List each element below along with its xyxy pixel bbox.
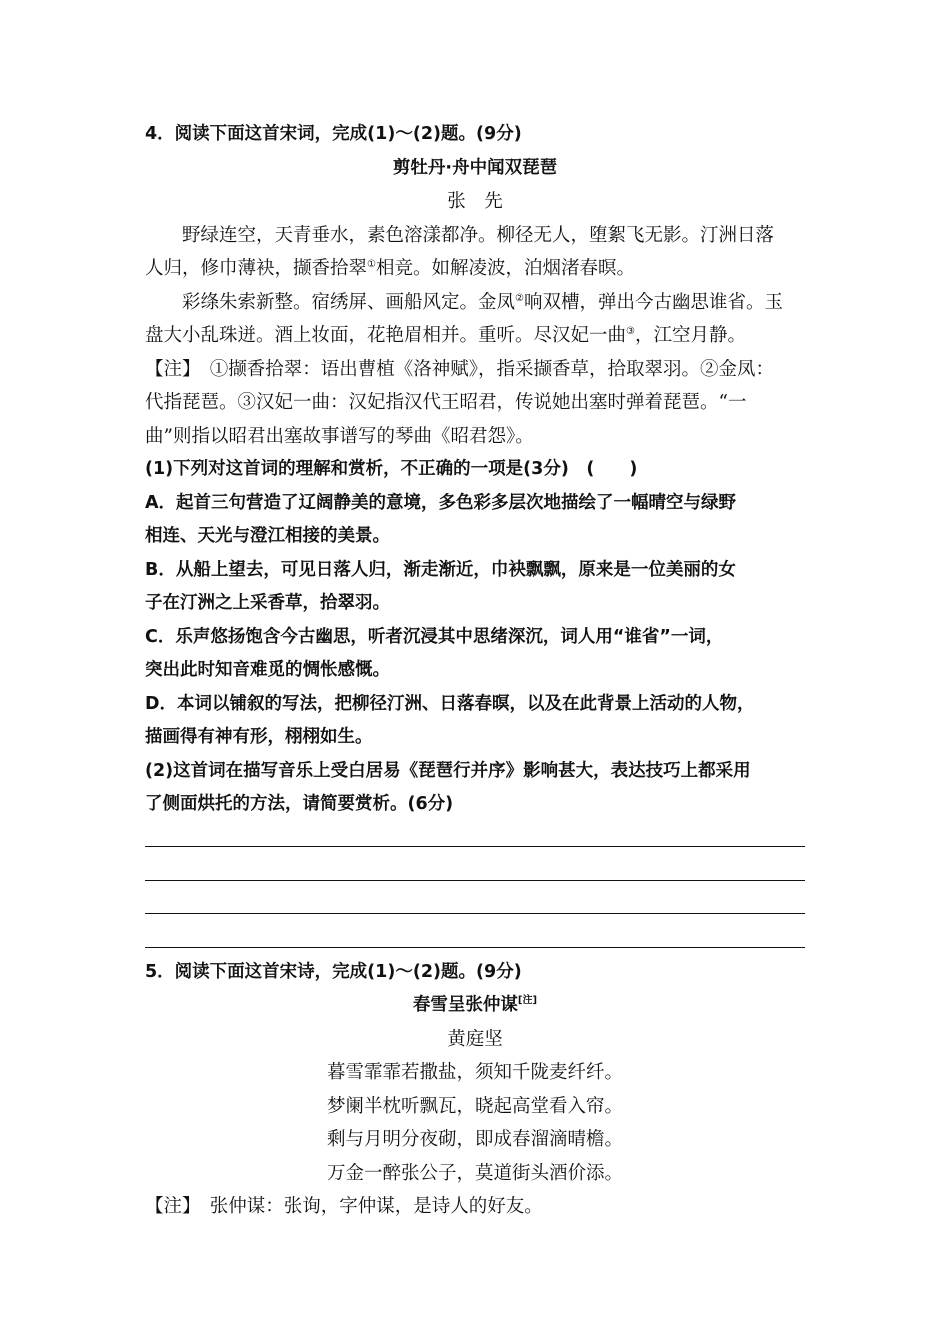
q5-poem-line3: 剩与月明分夜砌，即成春溜滴晴檐。 bbox=[326, 1129, 623, 1150]
q4-sub2-line2: 了侧面烘托的方法，请简要赏析。(6分) bbox=[145, 794, 454, 814]
q4-stanza1-line1: 野绿连空，天青垂水，素色溶漾都净。柳径无人，堕絮飞无影。汀洲日落 bbox=[182, 224, 775, 246]
option-b-line2: 子在汀洲之上采香草，拾翠羽。 bbox=[145, 593, 390, 613]
footnote-mark-1: ① bbox=[367, 258, 376, 270]
q5-poem-line4: 万金一醉张公子，莫道街头酒价添。 bbox=[326, 1162, 623, 1184]
q4-note-line1: 【注】 ①撷香拾翠：语出曹植《洛神赋》，指采撷香草，拾取翠羽。②金凤： bbox=[145, 358, 775, 380]
q4-stanza2-line2: 盘大小乱珠迸。酒上妆面，花艳眉相并。重听。尽汉妃一曲③，江空月静。 bbox=[145, 325, 746, 346]
q4-stanza1-line2: 人归，修巾薄袂，撷香拾翠①相竞。如解凌波，泊烟渚春暝。 bbox=[145, 258, 635, 279]
option-d-line2: 描画得有神有形，栩栩如生。 bbox=[145, 727, 373, 747]
answer-line[interactable] bbox=[145, 855, 805, 889]
option-c-line1: C．乐声悠扬饱含今古幽思，听者沉浸其中思绪深沉，词人用“谁省”一词， bbox=[145, 626, 724, 647]
q4-sub1: (1)下列对这首词的理解和赏析，不正确的一项是(3分) ( ) bbox=[145, 459, 638, 479]
answer-line[interactable] bbox=[145, 922, 805, 956]
document-page bbox=[145, 118, 825, 1224]
option-a-line2: 相连、天光与澄江相接的美景。 bbox=[145, 526, 390, 546]
q5-heading: 5．阅读下面这首宋诗，完成(1)～(2)题。(9分) bbox=[145, 961, 522, 982]
q4-sub2-line1: (2)这首词在描写音乐上受白居易《琵琶行并序》影响甚大，表达技巧上都采用 bbox=[145, 760, 751, 781]
q5-note: 【注】 张仲谋：张询，字仲谋，是诗人的好友。 bbox=[145, 1196, 543, 1217]
answer-line[interactable] bbox=[145, 889, 805, 923]
q4-poem-title: 剪牡丹·舟中闻双琵琶 bbox=[392, 157, 558, 178]
option-a-line1: A．起首三句营造了辽阔静美的意境，多色彩多层次地描绘了一幅晴空与绿野 bbox=[145, 492, 737, 513]
option-b-line1: B．从船上望去，可见日落人归，渐走渐近，巾袂飘飘，原来是一位美丽的女 bbox=[145, 559, 736, 580]
option-d-line1: D．本词以铺叙的写法，把柳径汀洲、日落春暝，以及在此背景上活动的人物， bbox=[145, 693, 755, 714]
q4-heading: 4．阅读下面这首宋词，完成(1)～(2)题。(9分) bbox=[145, 124, 522, 144]
q4-note-line2: 代指琵琶。③汉妃一曲：汉妃指汉代王昭君，传说她出塞时弹着琵琶。“一 bbox=[145, 392, 747, 413]
answer-line[interactable] bbox=[145, 822, 805, 856]
footnote-mark-2: ② bbox=[515, 292, 524, 304]
q5-poem-title: 春雪呈张仲谋[注] bbox=[412, 995, 538, 1015]
q5-author: 黄庭坚 bbox=[447, 1028, 503, 1050]
q5-poem-line2: 梦阑半枕听飘瓦，晓起高堂看入帘。 bbox=[326, 1095, 623, 1117]
q5-poem-line1: 暮雪霏霏若撒盐，须知千陇麦纤纤。 bbox=[326, 1062, 623, 1083]
q4-author: 张 先 bbox=[447, 191, 503, 212]
title-note-mark: [注] bbox=[517, 995, 538, 1007]
option-c-line2: 突出此时知音难觅的惆怅感慨。 bbox=[145, 660, 390, 680]
footnote-mark-3: ③ bbox=[626, 325, 635, 337]
q4-note-line3: 曲”则指以昭君出塞故事谱写的琴曲《昭君怨》。 bbox=[145, 425, 534, 447]
q4-stanza2-line1: 彩绦朱索新整。宿绣屏、画船风定。金凤②响双槽，弹出今古幽思谁省。玉 bbox=[182, 291, 783, 313]
